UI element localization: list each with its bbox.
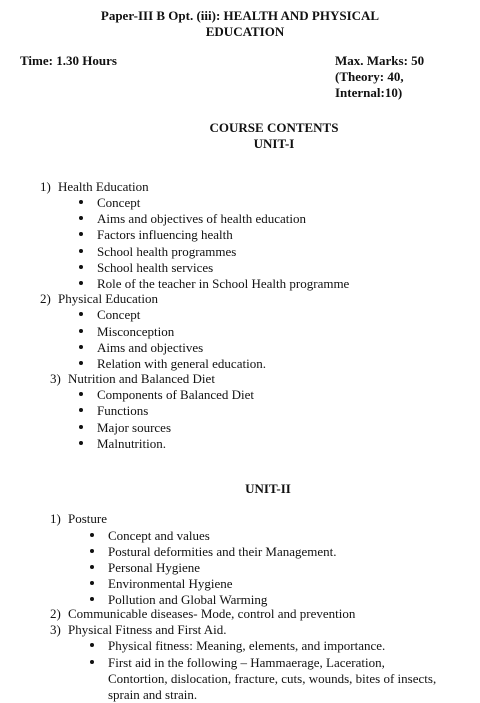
list-item: Concept [97, 307, 141, 322]
list-item: Malnutrition. [97, 436, 166, 451]
section-number: 3) [50, 622, 61, 637]
section-number: 2) [50, 606, 61, 621]
list-item-continuation: sprain and strain. [108, 687, 198, 702]
bullet-icon [79, 392, 83, 396]
list-item: Concept [97, 195, 141, 210]
list-item: Major sources [97, 420, 172, 435]
bullet-icon [79, 361, 83, 365]
list-item: Aims and objectives of health education [97, 211, 307, 226]
list-item: First aid in the following – Hammaerage, Laceration, [108, 655, 385, 670]
bullet-icon [79, 232, 83, 236]
bullet-icon [90, 549, 94, 553]
section-title: Health Education [58, 179, 149, 194]
list-item: Functions [97, 403, 149, 418]
bullet-icon [79, 312, 83, 316]
list-item: Personal Hygiene [108, 560, 201, 575]
list-item: Concept and values [108, 528, 210, 543]
bullet-icon [79, 265, 83, 269]
list-item-continuation: Contortion, dislocation, fracture, cuts, wounds, bites of insects, [108, 671, 437, 686]
section-title: Posture [68, 511, 107, 526]
list-item: Misconception [97, 324, 175, 339]
bullet-icon [79, 441, 83, 445]
bullet-icon [90, 533, 94, 537]
section-number: 1) [40, 179, 51, 194]
bullet-icon [79, 345, 83, 349]
list-item: Role of the teacher in School Health programme [97, 276, 350, 291]
bullet-icon [79, 425, 83, 429]
bullet-icon [79, 249, 83, 253]
section-number: 2) [40, 291, 51, 306]
section-title: Nutrition and Balanced Diet [68, 371, 215, 386]
bullet-icon [79, 200, 83, 204]
course-contents-heading: COURSE CONTENTS [209, 120, 339, 135]
bullet-icon [90, 660, 94, 664]
unit2-heading: UNIT-II [245, 481, 291, 496]
list-item: Aims and objectives [97, 340, 204, 355]
list-item: Environmental Hygiene [108, 576, 233, 591]
bullet-icon [79, 329, 83, 333]
document-title-line2: EDUCATION [205, 24, 285, 39]
bullet-icon [79, 216, 83, 220]
bullet-icon [90, 581, 94, 585]
theory-marks-label: (Theory: 40, [335, 69, 404, 84]
bullet-icon [79, 408, 83, 412]
section-title: Physical Fitness and First Aid. [68, 622, 227, 637]
document-title-line1: Paper-III B Opt. (iii): HEALTH AND PHYSICAL [100, 8, 380, 23]
internal-marks-label: Internal:10) [335, 85, 403, 100]
list-item: School health services [97, 260, 214, 275]
max-marks-label: Max. Marks: 50 [335, 53, 425, 68]
section-number: 3) [50, 371, 61, 386]
bullet-icon [79, 281, 83, 285]
bullet-icon [90, 597, 94, 601]
unit1-heading: UNIT-I [253, 136, 295, 151]
list-item: Physical fitness: Meaning, elements, and importance. [108, 638, 386, 653]
list-item: Relation with general education. [97, 356, 266, 371]
time-label: Time: 1.30 Hours [20, 53, 117, 68]
list-item: Postural deformities and their Management. [108, 544, 337, 559]
bullet-icon [90, 643, 94, 647]
section-title: Physical Education [58, 291, 159, 306]
list-item: Pollution and Global Warming [108, 592, 268, 607]
list-item: Components of Balanced Diet [97, 387, 255, 402]
section-title: Communicable diseases- Mode, control and prevention [68, 606, 356, 621]
section-number: 1) [50, 511, 61, 526]
list-item: Factors influencing health [97, 227, 233, 242]
bullet-icon [90, 565, 94, 569]
list-item: School health programmes [97, 244, 237, 259]
